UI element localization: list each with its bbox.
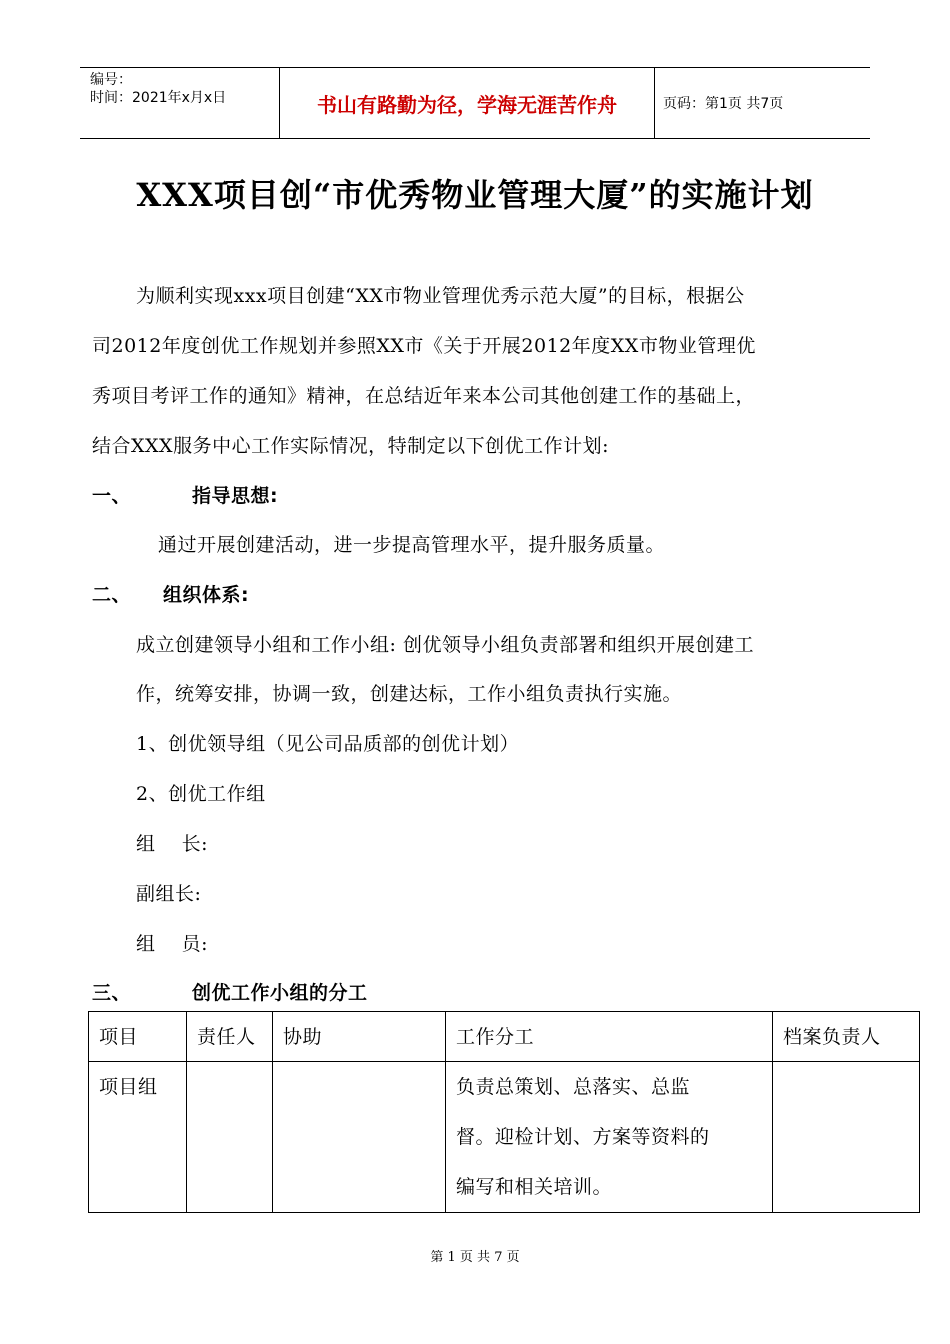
section-3-heading: 创优工作小组的分工 bbox=[192, 982, 368, 1004]
duty-line: 负责总策划、总落实、总监 bbox=[456, 1076, 691, 1098]
header-page-info: 页码：第1页 共7页 bbox=[663, 96, 784, 112]
table-header-cell: 档案负责人 bbox=[773, 1012, 920, 1062]
section-2-number: 二、 bbox=[92, 584, 132, 606]
table-header-cell: 项目 bbox=[89, 1012, 187, 1062]
table-cell-project: 项目组 bbox=[89, 1062, 187, 1213]
section-1-number: 一、 bbox=[92, 485, 132, 507]
table-cell-owner bbox=[187, 1062, 273, 1213]
duty-line: 编写和相关培训。 bbox=[456, 1176, 613, 1198]
document-title: XXX项目创“市优秀物业管理大厦”的实施计划 bbox=[136, 176, 814, 214]
header-meta bbox=[80, 68, 280, 138]
section-2-heading: 组织体系: bbox=[163, 584, 250, 606]
section-2-item-2: 2、创优工作组 bbox=[136, 783, 266, 805]
page-footer: 第 1 页 共 7 页 bbox=[430, 1250, 520, 1265]
vice-leader-label: 副组长: bbox=[136, 883, 202, 905]
intro-line-1: 为顺利实现xxx项目创建“XX市物业管理优秀示范大厦”的目标，根据公 bbox=[136, 285, 745, 307]
section-2-text-line-1: 成立创建领导小组和工作小组: 创优领导小组负责部署和组织开展创建工 bbox=[136, 634, 754, 656]
intro-line-2: 司2012年度创优工作规划并参照XX市《关于开展2012年度XX市物业管理优 bbox=[92, 335, 756, 357]
table-header-row bbox=[89, 1012, 920, 1062]
table-header-cell: 责任人 bbox=[187, 1012, 273, 1062]
document-number-label: 编号： bbox=[90, 72, 132, 88]
page-header bbox=[80, 67, 870, 139]
leader-label: 组 长: bbox=[136, 833, 209, 855]
table-header-cell: 工作分工 bbox=[446, 1012, 773, 1062]
table-cell-archive bbox=[773, 1062, 920, 1213]
members-label: 组 员: bbox=[136, 933, 209, 955]
header-motto: 书山有路勤为径，学海无涯苦作舟 bbox=[280, 68, 655, 138]
division-table bbox=[88, 1011, 920, 1213]
section-3-number: 三、 bbox=[92, 982, 132, 1004]
section-1-heading: 指导思想: bbox=[192, 485, 279, 507]
section-2-item-1: 1、创优领导组（见公司品质部的创优计划） bbox=[136, 733, 520, 755]
section-2-text-line-2: 作，统筹安排，协调一致，创建达标，工作小组负责执行实施。 bbox=[136, 683, 683, 705]
table-row bbox=[89, 1062, 920, 1213]
intro-line-4: 结合XXX服务中心工作实际情况，特制定以下创优工作计划: bbox=[92, 435, 609, 457]
table-cell-duty bbox=[446, 1062, 773, 1213]
table-header-cell: 协助 bbox=[273, 1012, 446, 1062]
section-1-text: 通过开展创建活动，进一步提高管理水平，提升服务质量。 bbox=[158, 534, 666, 556]
table-cell-assist bbox=[273, 1062, 446, 1213]
document-date: 时间：2021年x月x日 bbox=[90, 90, 227, 106]
duty-line: 督。迎检计划、方案等资料的 bbox=[456, 1126, 710, 1148]
intro-line-3: 秀项目考评工作的通知》精神，在总结近年来本公司其他创建工作的基础上， bbox=[92, 385, 756, 407]
